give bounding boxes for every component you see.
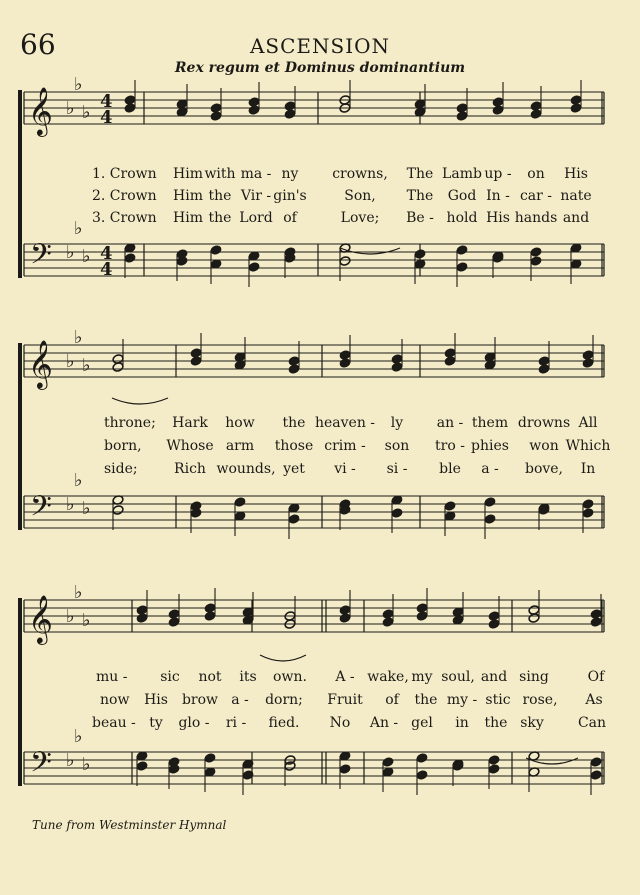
flat-sign: ♭: [66, 606, 75, 627]
quarter-note: [456, 262, 468, 273]
flat-sign: ♭: [66, 98, 75, 119]
lyric-syllable: 3. Crown: [92, 210, 157, 226]
lyric-syllable: arm: [225, 438, 255, 454]
tune-credit: Tune from Westminster Hymnal: [32, 818, 227, 832]
lyric-syllable: ma -: [240, 166, 272, 182]
lyric-syllable: gel: [411, 715, 433, 731]
lyric-syllable: In -: [486, 188, 510, 204]
lyric-syllable: wake,: [367, 669, 409, 685]
quarter-note: [444, 356, 456, 367]
lyric-syllable: 1. Crown: [92, 166, 157, 182]
half-note: [112, 505, 124, 516]
half-note: [528, 613, 540, 624]
lyric-syllable: the: [414, 692, 438, 708]
lyric-syllable: All: [578, 415, 598, 431]
lyric-syllable: phies: [471, 438, 509, 454]
lyric-syllable: Fruit: [327, 692, 363, 708]
lyric-syllable: of: [283, 210, 297, 226]
slur: [112, 398, 168, 404]
quarter-note: [416, 611, 428, 622]
time-signature-denominator: 4: [100, 259, 113, 280]
lyric-syllable: Lamb: [442, 166, 482, 182]
quarter-note: [136, 761, 148, 772]
lyric-syllable: fied.: [268, 715, 300, 731]
lyric-syllable: An -: [369, 715, 399, 731]
lyric-syllable: Can: [577, 715, 607, 731]
quarter-note: [190, 356, 202, 367]
lyric-syllable: ble: [439, 461, 461, 477]
lyric-syllable: mu -: [96, 669, 128, 685]
flat-sign: ♭: [66, 351, 75, 372]
lyric-syllable: vi -: [334, 461, 356, 477]
flat-sign: ♭: [74, 582, 83, 603]
lyric-syllable: Of: [587, 669, 605, 685]
lyric-syllable: Him: [173, 188, 203, 204]
quarter-note: [288, 514, 300, 525]
quarter-note: [484, 514, 496, 525]
quarter-note: [530, 109, 542, 120]
lyric-syllable: Him: [173, 166, 203, 182]
half-note: [112, 362, 124, 373]
quarter-note: [248, 105, 260, 116]
lyric-syllable: in: [455, 715, 469, 731]
hymn-subtitle: Rex regum et Dominus dominantium: [174, 60, 466, 76]
time-signature-denominator: 4: [100, 107, 113, 128]
lyric-syllable: Him: [173, 210, 203, 226]
lyric-syllable: the: [208, 210, 232, 226]
lyric-syllable: drowns: [517, 415, 571, 431]
lyric-syllable: ly: [390, 415, 404, 431]
quarter-note: [416, 770, 428, 781]
lyric-syllable: Which: [565, 438, 611, 454]
lyric-syllable: As: [585, 692, 603, 708]
lyric-syllable: the: [484, 715, 508, 731]
lyric-syllable: and: [562, 210, 590, 226]
lyric-line: [0, 438, 640, 456]
lyric-syllable: bove,: [524, 461, 564, 477]
treble-clef: 𝄞: [28, 86, 53, 135]
quarter-note: [590, 770, 602, 781]
system-bracket: [18, 343, 22, 530]
quarter-note: [248, 262, 260, 273]
lyric-syllable: its: [239, 669, 257, 685]
lyric-syllable: beau -: [92, 715, 136, 731]
lyric-syllable: sic: [160, 669, 180, 685]
lyric-syllable: car -: [519, 188, 553, 204]
lyric-syllable: A -: [335, 669, 355, 685]
quarter-note: [456, 111, 468, 122]
lyric-syllable: of: [385, 692, 399, 708]
quarter-note: [488, 764, 500, 775]
lyric-syllable: dorn;: [265, 692, 303, 708]
quarter-note: [382, 617, 394, 628]
lyric-syllable: how: [225, 415, 255, 431]
lyric-syllable: now: [100, 692, 130, 708]
slur: [526, 758, 578, 764]
lyric-syllable: brow: [181, 692, 219, 708]
lyric-syllable: Vir -: [240, 188, 272, 204]
lyric-syllable: Be -: [406, 210, 434, 226]
quarter-note: [484, 497, 496, 508]
lyric-syllable: The: [406, 166, 434, 182]
quarter-note: [391, 508, 403, 519]
lyric-line: [0, 669, 640, 687]
lyric-syllable: soul,: [441, 669, 475, 685]
flat-sign: ♭: [74, 726, 83, 747]
lyric-syllable: born,: [104, 438, 142, 454]
flat-sign: ♭: [82, 498, 91, 519]
lyric-syllable: Love;: [340, 210, 380, 226]
lyric-syllable: with: [204, 166, 236, 182]
quarter-note: [391, 362, 403, 373]
lyric-line: [0, 715, 640, 733]
half-note: [339, 256, 351, 267]
flat-sign: ♭: [74, 327, 83, 348]
flat-sign: ♭: [74, 74, 83, 95]
system-bracket: [18, 90, 22, 278]
lyric-syllable: stic: [485, 692, 511, 708]
quarter-note: [538, 364, 550, 375]
lyric-syllable: sing: [519, 669, 549, 685]
lyric-syllable: an -: [436, 415, 464, 431]
quarter-note: [124, 103, 136, 114]
lyric-syllable: Son,: [344, 188, 376, 204]
lyric-syllable: won: [529, 438, 559, 454]
lyric-syllable: His: [564, 166, 588, 182]
quarter-note: [488, 755, 500, 766]
quarter-note: [382, 757, 394, 768]
lyric-syllable: tro -: [435, 438, 465, 454]
lyric-syllable: ri -: [225, 715, 247, 731]
quarter-note: [590, 757, 602, 768]
quarter-note: [570, 103, 582, 114]
lyric-syllable: them: [471, 415, 509, 431]
quarter-note: [124, 253, 136, 264]
lyric-syllable: si -: [386, 461, 408, 477]
flat-sign: ♭: [66, 494, 75, 515]
lyric-syllable: on: [527, 166, 545, 182]
lyric-syllable: nate: [560, 188, 592, 204]
quarter-note: [590, 617, 602, 628]
bass-clef: 𝄢: [30, 490, 52, 530]
quarter-note: [492, 105, 504, 116]
flat-sign: ♭: [82, 610, 91, 631]
bass-clef: 𝄢: [30, 746, 52, 786]
lyric-syllable: hands: [514, 210, 558, 226]
lyric-syllable: Hark: [172, 415, 208, 431]
quarter-note: [168, 617, 180, 628]
quarter-note: [582, 508, 594, 519]
quarter-note: [339, 613, 351, 624]
page-number: 66: [20, 28, 56, 61]
flat-sign: ♭: [82, 246, 91, 267]
flat-sign: ♭: [82, 102, 91, 123]
lyric-syllable: a -: [231, 692, 249, 708]
lyric-syllable: crim -: [324, 438, 366, 454]
quarter-note: [210, 111, 222, 122]
lyric-syllable: ny: [281, 166, 299, 182]
lyric-syllable: the: [282, 415, 306, 431]
lyric-syllable: rose,: [522, 692, 558, 708]
quarter-note: [456, 245, 468, 256]
lyric-syllable: up -: [484, 166, 512, 182]
quarter-note: [582, 358, 594, 369]
quarter-note: [210, 245, 222, 256]
lyric-syllable: yet: [283, 461, 305, 477]
lyric-syllable: Lord: [239, 210, 273, 226]
lyric-line: [0, 188, 640, 206]
lyric-syllable: a -: [481, 461, 499, 477]
quarter-note: [416, 753, 428, 764]
lyric-syllable: 2. Crown: [92, 188, 157, 204]
lyric-syllable: His: [486, 210, 510, 226]
quarter-note: [284, 109, 296, 120]
lyric-syllable: not: [198, 669, 222, 685]
lyric-line: [0, 692, 640, 710]
quarter-note: [488, 619, 500, 630]
lyric-syllable: Whose: [166, 438, 214, 454]
lyric-syllable: wounds,: [216, 461, 276, 477]
quarter-note: [530, 247, 542, 258]
quarter-note: [234, 497, 246, 508]
lyric-syllable: and: [480, 669, 508, 685]
lyric-syllable: throne;: [104, 415, 156, 431]
lyric-syllable: glo -: [178, 715, 210, 731]
lyric-syllable: Rich: [174, 461, 206, 477]
flat-sign: ♭: [74, 470, 83, 491]
lyric-syllable: own.: [273, 669, 307, 685]
lyric-syllable: those: [274, 438, 314, 454]
lyric-syllable: my: [411, 669, 433, 685]
quarter-note: [414, 249, 426, 260]
lyric-syllable: hold: [446, 210, 478, 226]
lyric-syllable: In: [580, 461, 596, 477]
quarter-note: [339, 764, 351, 775]
flat-sign: ♭: [74, 218, 83, 239]
lyric-syllable: His: [144, 692, 168, 708]
quarter-note: [444, 501, 456, 512]
treble-clef: 𝄞: [28, 339, 53, 388]
lyric-syllable: ty: [149, 715, 163, 731]
quarter-note: [339, 358, 351, 369]
lyric-syllable: my -: [446, 692, 478, 708]
lyric-syllable: son: [384, 438, 410, 454]
flat-sign: ♭: [82, 754, 91, 775]
quarter-note: [288, 364, 300, 375]
lyric-syllable: heaven -: [314, 415, 376, 431]
lyric-syllable: No: [329, 715, 351, 731]
lyric-syllable: God: [447, 188, 477, 204]
quarter-note: [204, 753, 216, 764]
time-signature-numerator: 4: [100, 243, 113, 264]
lyric-syllable: The: [406, 188, 434, 204]
hymn-title: ASCENSION: [249, 34, 391, 58]
bass-clef: 𝄢: [30, 238, 52, 278]
quarter-note: [530, 256, 542, 267]
slur: [260, 655, 306, 661]
lyric-syllable: side;: [104, 461, 138, 477]
quarter-note: [136, 613, 148, 624]
lyric-line: [0, 461, 640, 479]
lyric-line: [0, 166, 640, 184]
quarter-note: [204, 611, 216, 622]
lyric-syllable: sky: [520, 715, 544, 731]
treble-clef: 𝄞: [28, 594, 53, 643]
quarter-note: [582, 499, 594, 510]
flat-sign: ♭: [66, 750, 75, 771]
lyric-line: [0, 415, 640, 433]
lyric-syllable: crowns,: [332, 166, 388, 182]
flat-sign: ♭: [66, 242, 75, 263]
lyric-syllable: gin's: [273, 188, 307, 204]
time-signature-numerator: 4: [100, 91, 113, 112]
lyric-syllable: the: [208, 188, 232, 204]
lyric-line: [0, 210, 640, 228]
flat-sign: ♭: [82, 355, 91, 376]
